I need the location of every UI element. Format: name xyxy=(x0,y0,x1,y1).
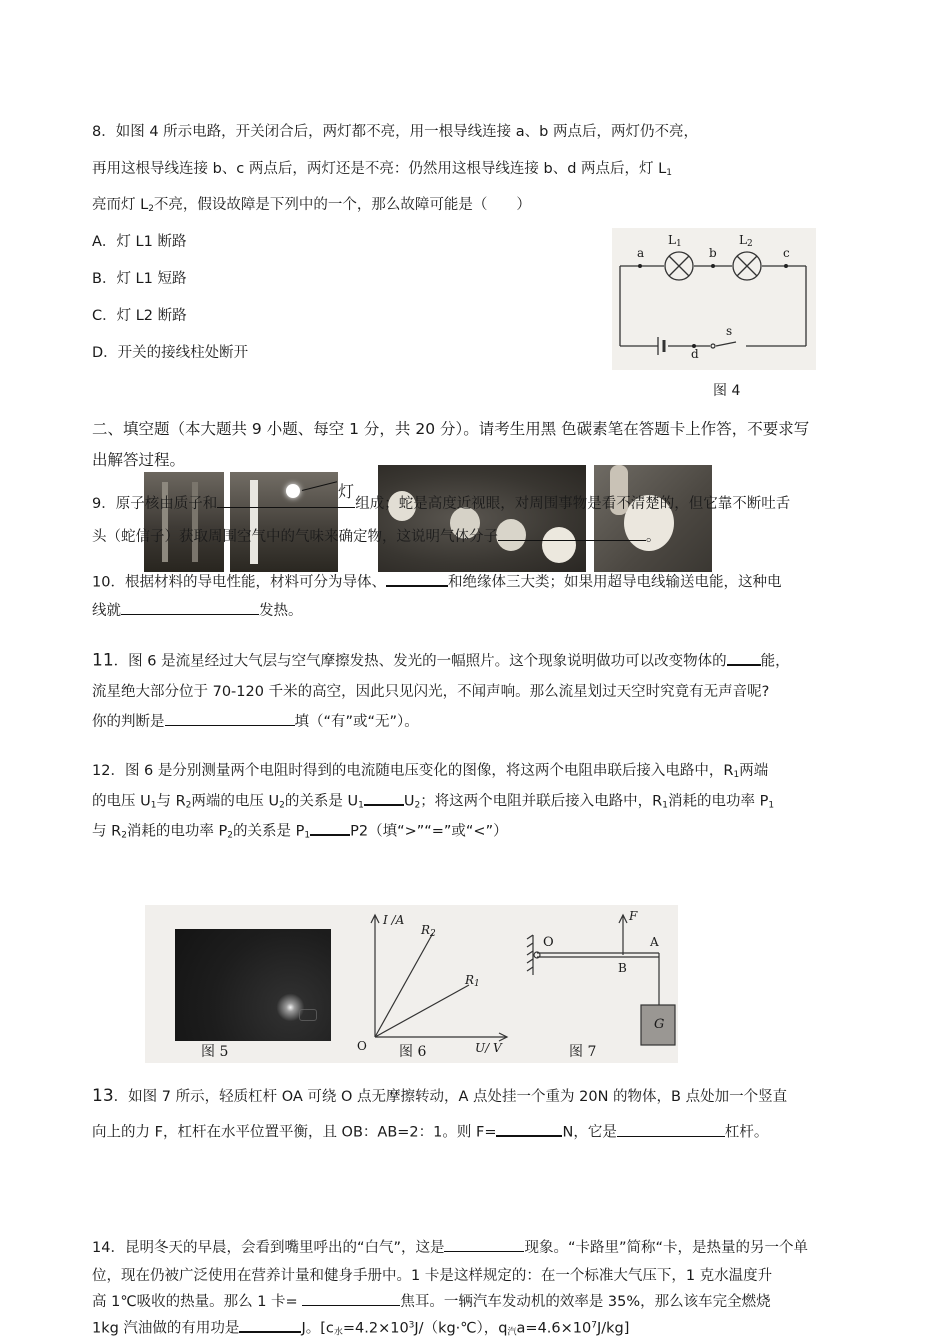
q8-sub-1: 1 xyxy=(666,168,672,178)
q8-option-c: C．灯 L2 断路 xyxy=(92,308,187,324)
iu-graph-origin-label: O xyxy=(357,1039,367,1053)
q11-text-1a: ．图 6 是流星经过大气层与空气摩擦发热、发光的一幅照片。这个现象说明做功可以改变物体的 xyxy=(113,653,727,670)
q9-line-2 xyxy=(92,525,661,546)
q12-text-3a: 与 R xyxy=(92,823,122,840)
q8-sub-2: 2 xyxy=(148,204,154,214)
q12-line-2 xyxy=(92,789,774,811)
q13-answer-blank-2[interactable] xyxy=(617,1121,725,1137)
q8-text-2: 再用这根导线连接 b、c 两点后，两灯还是不亮：仍然用这根导线连接 b、d 两点后，灯 L xyxy=(92,161,667,177)
meteor-photo xyxy=(175,929,331,1041)
iu-graph xyxy=(357,905,517,1063)
q13-line-1 xyxy=(92,1085,787,1106)
q11-text-3a: 你的判断是 xyxy=(92,714,165,730)
q10-text-1a: 10．根据材料的导电性能，材料可分为导体、 xyxy=(92,574,386,591)
q13-answer-blank-1[interactable] xyxy=(496,1120,562,1137)
q12-text-1a: 12．图 6 是分别测量两个电阻时得到的电流随电压变化的图像，将这两个电阻串联后接入电路中，R xyxy=(92,763,734,779)
q14-text-4e: a=4.6×10 xyxy=(516,1320,592,1337)
photo-lamp-label: 灯 xyxy=(338,482,355,501)
q12-sub-p1b: 1 xyxy=(304,830,311,841)
circuit-label-d: d xyxy=(691,347,699,361)
meteor-photo-watermark xyxy=(299,1009,317,1021)
q14-sub-water: 水 xyxy=(333,1327,343,1338)
q12-text-2c: 两端的电压 U xyxy=(191,793,280,810)
circuit-label-c: c xyxy=(783,246,790,260)
q13-text-2c: 杠杆。 xyxy=(724,1124,769,1141)
q12-text-2e: U xyxy=(403,793,415,810)
photo-hand-egg xyxy=(594,465,712,572)
q11-line-2: 流星绝大部分位于 70-120 千米的高空，因此只见闪光，不闻声响。那么流星划过天空时究竟有无声音呢? xyxy=(92,684,770,700)
circuit-label-l1: $L_1$ xyxy=(668,233,682,249)
figure-6-caption: 图 6 xyxy=(399,1044,427,1060)
q10-text-2b: 发热。 xyxy=(259,603,303,619)
q12-sub-u1b: 1 xyxy=(358,800,364,811)
q14-line-1 xyxy=(92,1236,808,1257)
iu-graph-x-axis-label: U/ V xyxy=(475,1041,502,1055)
q8-text-1: 8．如图 4 所示电路，开关闭合后，两灯都不亮，用一根导线连接 a、b 两点后，两灯仍不亮， xyxy=(92,124,698,140)
section-2-heading-cont: 出解答过程。 xyxy=(92,451,186,469)
q14-text-3b: 焦耳。一辆汽车发动机的效率是 35%，那么该车完全燃烧 xyxy=(400,1294,771,1310)
q12-text-2b: 与 R xyxy=(156,793,186,810)
lever-diagram xyxy=(523,905,678,1063)
q9-answer-blank-2[interactable] xyxy=(498,526,646,542)
q8-text-3b: 不亮，假设故障是下列中的一个，那么故障可能是（ ） xyxy=(153,197,531,213)
q12-text-3b: 消耗的电功率 P xyxy=(126,823,228,840)
q9-text-2b: 。 xyxy=(646,529,661,545)
circuit-label-b: b xyxy=(709,246,717,260)
q14-text-4f: J/kg] xyxy=(596,1320,630,1337)
figure-5-caption: 图 5 xyxy=(201,1044,229,1060)
q14-answer-blank-1[interactable] xyxy=(444,1237,524,1253)
q11-number: 11 xyxy=(92,650,114,671)
q14-text-3a: 高 1℃吸收的热量。那么 1 卡= xyxy=(92,1294,298,1310)
q9-text-1a: 9．原子核由质子和 xyxy=(92,496,218,512)
q12-line-3 xyxy=(92,819,508,841)
q13-number: 13 xyxy=(92,1086,114,1106)
circuit-diagram-figure-4 xyxy=(612,228,816,370)
q10-line-2 xyxy=(92,599,303,620)
q14-text-4d: J/（kg·℃），q xyxy=(414,1320,508,1337)
q12-sub-r1b: 1 xyxy=(662,800,668,811)
q10-text-2a: 线就 xyxy=(92,603,121,619)
q9-answer-blank-1[interactable] xyxy=(217,493,355,509)
q9-text-2a: 头（蛇信子）获取周围空气中的气味来确定物，这说明气体分子 xyxy=(92,529,498,545)
q14-sup-3: 3 xyxy=(408,1320,415,1331)
q11-answer-blank-2[interactable] xyxy=(165,711,295,727)
circuit-label-a: a xyxy=(637,246,645,260)
q12-sub-r2: 2 xyxy=(185,800,192,811)
q8-text-3a: 亮而灯 L xyxy=(92,197,149,213)
photo-eggs xyxy=(378,465,586,572)
q14-text-4b: J。[c xyxy=(301,1320,334,1337)
q14-sup-7: 7 xyxy=(591,1320,597,1331)
q12-sub-r1: 1 xyxy=(733,770,740,780)
q11-text-3b: 填（“有”或“无”）。 xyxy=(294,714,419,730)
circuit-label-s: s xyxy=(726,324,733,338)
lever-label-o: O xyxy=(543,935,554,950)
q12-sub-p2: 2 xyxy=(227,830,234,841)
figure-4-caption: 图 4 xyxy=(713,383,741,399)
q12-text-2f: ；将这两个电阻并联后接入电路中，R xyxy=(420,793,663,810)
q13-text-2a: 向上的力 F，杠杆在水平位置平衡，且 OB：AB=2：1。则 F= xyxy=(92,1124,497,1141)
q14-line-4 xyxy=(92,1316,629,1338)
q14-line-3 xyxy=(92,1290,771,1311)
section-2-heading: 二、填空题（本大题共 9 小题、每空 1 分，共 20 分）。请考生用黑 色碳素笔在答题卡上作答，不要求写 xyxy=(92,420,810,438)
q12-sub-u1: 1 xyxy=(150,800,157,811)
lever-label-a: A xyxy=(650,935,659,949)
q14-text-4c: =4.2×10 xyxy=(342,1320,409,1337)
q12-sub-r2b: 2 xyxy=(121,830,127,841)
iu-graph-r2-label: $R_2$ xyxy=(421,923,436,939)
q12-text-2a: 的电压 U xyxy=(92,793,151,810)
q9-text-1b: 组成；蛇是高度近视眼，对周围事物是看不清楚的，但它靠不断吐舌 xyxy=(355,496,791,512)
q8-line-2 xyxy=(92,157,672,178)
q14-answer-blank-3[interactable] xyxy=(239,1316,301,1333)
iu-graph-y-axis-label: I /A xyxy=(383,913,405,927)
q12-text-3d: P2（填“>”“=”或“<”） xyxy=(350,823,508,840)
lever-label-b: B xyxy=(618,961,627,975)
q12-text-2g: 消耗的电功率 P xyxy=(668,793,769,810)
q14-line-2: 位，现在仍被广泛使用在营养计量和健身手册中。1 卡是这样规定的：在一个标准大气压下，1 克水温度升 xyxy=(92,1268,773,1284)
q12-sub-u2: 2 xyxy=(279,800,285,811)
q14-text-4a: 1kg 汽油做的有用功是 xyxy=(92,1320,240,1337)
q12-line-1 xyxy=(92,759,768,780)
q12-answer-blank-1[interactable] xyxy=(364,789,404,806)
q12-sub-u2b: 2 xyxy=(414,800,421,811)
q12-text-3c: 的关系是 P xyxy=(233,823,305,840)
q8-line-3 xyxy=(92,193,531,214)
figure-7-caption: 图 7 xyxy=(569,1044,597,1060)
photo-candle-1 xyxy=(144,472,224,572)
q8-option-a: A．灯 L1 断路 xyxy=(92,234,187,250)
q11-line-1 xyxy=(92,649,790,671)
q14-answer-blank-2[interactable] xyxy=(302,1291,400,1307)
q10-answer-blank-2[interactable] xyxy=(121,600,259,616)
figures-5-6-7-panel xyxy=(145,905,678,1063)
q14-text-1a: 14．昆明冬天的早晨，会看到嘴里呼出的“白气”，这是 xyxy=(92,1240,445,1256)
lever-label-f: F xyxy=(629,909,638,923)
circuit-label-l2: $L_2$ xyxy=(739,233,753,249)
photo-lamp-arrow xyxy=(302,481,337,491)
q13-line-2 xyxy=(92,1120,768,1142)
q10-answer-blank-1[interactable] xyxy=(386,570,448,587)
q10-line-1 xyxy=(92,570,781,592)
q11-line-3 xyxy=(92,710,419,731)
q14-text-1b: 现象。“卡路里”简称“卡，是热量的另一个单 xyxy=(524,1240,809,1256)
q14-sub-gasoline: 汽 xyxy=(507,1327,517,1338)
q12-text-1b: 两端 xyxy=(739,763,769,779)
lever-label-g: G xyxy=(654,1017,665,1032)
q10-text-1b: 和绝缘体三大类；如果用超导电线输送电能，这种电 xyxy=(447,574,782,591)
q8-line-1 xyxy=(92,120,698,141)
q8-option-b: B．灯 L1 短路 xyxy=(92,271,187,287)
q12-sub-p1: 1 xyxy=(768,800,775,811)
photo-lamp xyxy=(230,472,338,572)
q12-answer-blank-2[interactable] xyxy=(310,819,350,836)
iu-graph-r1-label: $R_1$ xyxy=(465,973,480,989)
q13-text-2b: N，它是 xyxy=(562,1124,617,1141)
q9-line-1 xyxy=(92,492,790,513)
q13-text-1: ．如图 7 所示，轻质杠杆 OA 可绕 O 点无摩擦转动，A 点处挂一个重为 20N 的物体，B 点处加一个竖直 xyxy=(113,1089,788,1105)
q11-text-1b: 能， xyxy=(760,653,790,670)
q11-answer-blank-1[interactable] xyxy=(727,649,761,666)
q8-option-d: D．开关的接线柱处断开 xyxy=(92,345,249,361)
q12-text-2d: 的关系是 U xyxy=(284,793,359,810)
